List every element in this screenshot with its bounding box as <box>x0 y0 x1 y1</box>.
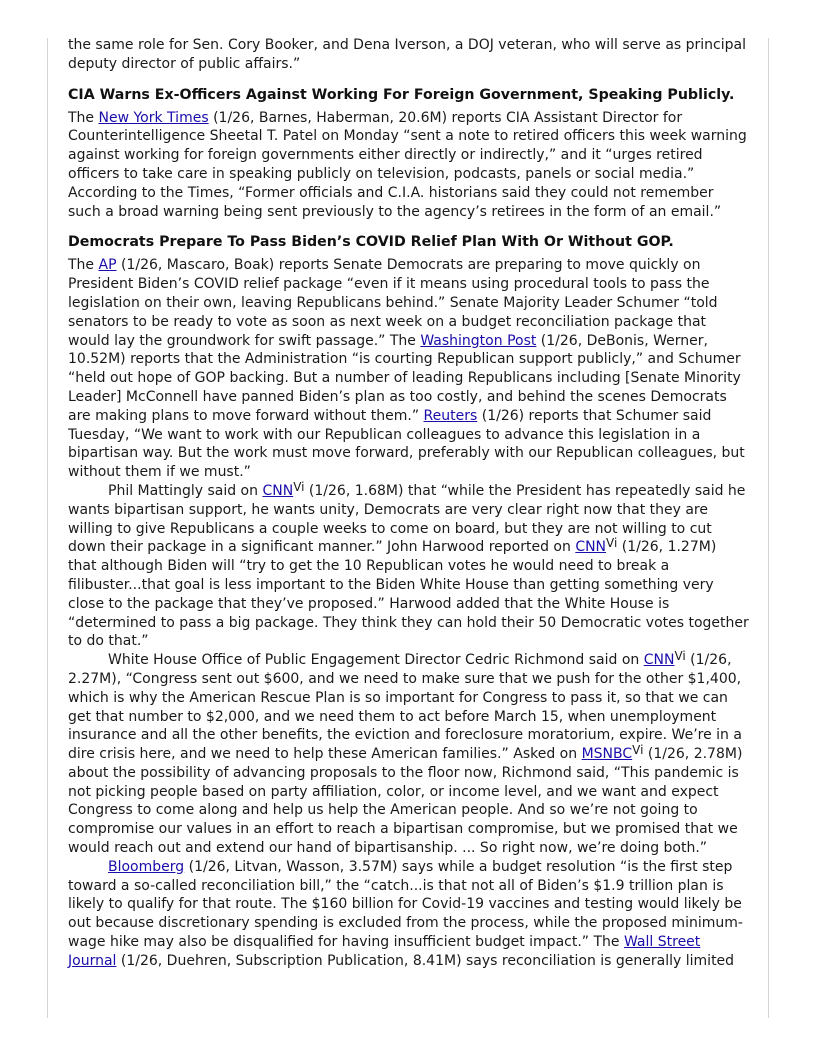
text-run: (1/26, Barnes, Haberman, 20.6M) reports CIA Assistant Director for Counterintelligence Sheetal T. Patel on Monday “sent a note to retired officers this week warning against working for foreign governments either directly or indirectly,” and it “urges retired officers to take care in speaking publicly on television, podcasts, panels or social media.” According to the Times, “Former officials and C.I.A. historians said they could not remember such a broad warning being sent previously to the agency’s retirees in the form of an email.” <box>68 109 747 220</box>
intro-paragraph: the same role for Sen. Cory Booker, and Dena Iverson, a DOJ veteran, who will serve as principal deputy director of public affairs.” <box>68 37 746 72</box>
wall-street-journal-link[interactable]: Wall Street Journal <box>68 934 701 969</box>
covid-paragraph-3 <box>68 651 749 858</box>
text-run: White House Office of Public Engagement Director Cedric Richmond said on <box>108 652 644 669</box>
covid-paragraph-1 <box>68 256 749 482</box>
text-run: (1/26) reports that Schumer said Tuesday, “We want to work with our Republican colleagues to advance this legislation in a bipartisan way. But the work must move forward, preferably with our Republican colleagues, but without them if we must.” <box>68 407 745 481</box>
video-indicator: Vi <box>674 649 686 664</box>
text-run: (1/26, 2.27M), “Congress sent out $600, and we need to make sure that we push for the other $1,400, which is why the American Rescue Plan is so important for Congress to pass it, so that we can get that number to $2,000, and we need them to act before March 15, when unemployment insurance and all the other benefits, the eviction and foreclosure moratorium, expire. We’re in a dire crisis here, and we need to help these American families.” Asked on <box>68 652 742 763</box>
article-body <box>68 36 749 971</box>
video-indicator: Vi <box>293 479 305 494</box>
text-run: Phil Mattingly said on <box>108 482 263 499</box>
text-run: (1/26, Litvan, Wasson, 3.57M) says while a budget resolution “is the first step toward a so-called reconciliation bill,” the “catch...is that not all of Biden’s $1.9 trillion plan is likely to qualify for that route. The $160 billion for Covid-19 vaccines and testing would likely be out because discretionary spending is excluded from the process, while the proposed minimum-wage hike may also be disqualified for having insufficient budget impact.” The <box>68 858 743 951</box>
cnn-link[interactable]: CNN <box>643 652 675 669</box>
text-run: The <box>68 257 99 274</box>
left-margin-rule <box>47 38 48 1018</box>
washington-post-link[interactable]: Washington Post <box>420 332 537 349</box>
cnn-link[interactable]: CNN <box>575 539 607 556</box>
video-indicator: Vi <box>632 743 644 758</box>
text-run: (1/26, Mascaro, Boak) reports Senate Democrats are preparing to move quickly on President Biden’s COVID relief package “even if it means using procedural tools to pass the legislation on their own, leaving Republicans behind.” Senate Majority Leader Schumer “told senators to be ready to vote as soon as next week on a budget reconciliation package that would lay the groundwork for swift passage.” The <box>68 257 718 349</box>
covid-relief-headline: Democrats Prepare To Pass Biden’s COVID Relief Plan With Or Without GOP. <box>68 234 674 251</box>
nyt-link[interactable]: New York Times <box>98 109 209 126</box>
text-run: (1/26, 1.68M) that “while the President has repeatedly said he wants bipartisan support, he wants unity, Democrats are very clear right now that they are willing to give Republicans a couple weeks to come on board, but they are not willing to cut down their package in a significant manner.” John Harwood reported on <box>68 482 746 556</box>
right-margin-rule <box>768 38 769 1018</box>
text-run: (1/26, 2.78M) about the possibility of advancing proposals to the floor now, Richmond said, “This pandemic is not picking people based on party affiliation, color, or income level, and we want and expect Congress to come along and help us help the American people. And so we’re not going to compromise our values in an effort to reach a bipartisan compromise, but we promised that we would reach out and extend our hand of bipartisanship. ... So right now, we’re doing both.” <box>68 746 743 857</box>
bloomberg-link[interactable]: Bloomberg <box>108 858 185 875</box>
covid-paragraph-2 <box>68 479 749 651</box>
cia-paragraph <box>68 109 749 222</box>
video-indicator: Vi <box>606 536 618 551</box>
cnn-link[interactable]: CNN <box>262 482 294 499</box>
text-run: (1/26, Duehren, Subscription Publication, 8.41M) says reconciliation is generally limited <box>116 952 735 969</box>
ap-link[interactable]: AP <box>98 257 117 274</box>
text-run: (1/26, 1.27M) that although Biden will “try to get the 10 Republican votes he would need to break a filibuster...that goal is less important to the Biden White House than getting something very close to the package that they’ve proposed.” Harwood added that the White House is “determined to pass a big package. They think they can hold their 50 Democratic votes together to do that.” <box>68 539 749 650</box>
cia-headline: CIA Warns Ex-Officers Against Working For Foreign Government, Speaking Publicly. <box>68 86 735 103</box>
text-run: The <box>68 109 99 126</box>
reuters-link[interactable]: Reuters <box>423 407 478 424</box>
msnbc-link[interactable]: MSNBC <box>581 746 633 763</box>
text-run: (1/26, DeBonis, Werner, 10.52M) reports that the Administration “is courting Republican support publicly,” and Schumer “held out hope of GOP backing. But a number of leading Republicans including [Senate Minority Leader] McConnell have panned Biden’s plan as too costly, and behind the scenes Democrats are making plans to move forward without them.” <box>68 332 741 424</box>
covid-paragraph-4 <box>68 858 749 971</box>
